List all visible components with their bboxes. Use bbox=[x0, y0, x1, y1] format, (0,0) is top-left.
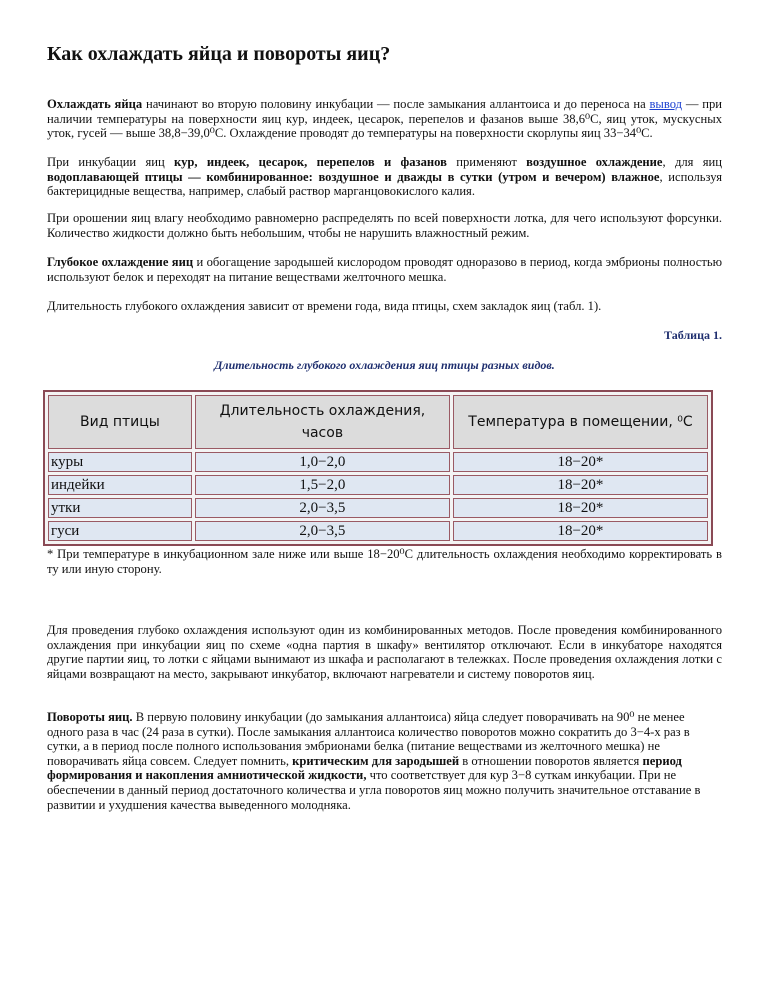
text: что соответствует для кур 3−8 суткам инкубации. При не обеспечении в данный период достаточного количества и угла поворотов яиц можно получить значительное отставание в развитии и ухудшения качества выведенного молодняка. bbox=[47, 768, 701, 812]
paragraph-cooling-types bbox=[47, 155, 722, 199]
table-row bbox=[48, 452, 708, 472]
cell: 1,5−2,0 bbox=[195, 475, 450, 495]
paragraph-combined-method: Для проведения глубоко охлаждения используют один из комбинированных методов. После проведения комбинированного охлаждения при инкубации яиц по схеме «одна партия в шкафу» вентилятор отключают. Если в инкубаторе находятся другие партии яиц, то лотки с яйцами вынимают из шкафа и располагают в тележках. После проведения охлаждения лотки с яйцами возвращают на место, закрывают инкубатор, включают нагреватели и систему поворотов яиц. bbox=[47, 623, 722, 681]
text: в отношении поворотов является bbox=[459, 753, 643, 768]
table-row bbox=[48, 521, 708, 541]
cell: 18−20* bbox=[453, 475, 708, 495]
bold-term: Охлаждать яйца bbox=[47, 97, 143, 111]
header-duration: Длительность охлаждения, часов bbox=[195, 395, 450, 449]
header-bird: Вид птицы bbox=[48, 395, 192, 449]
cell: 18−20* bbox=[453, 498, 708, 518]
bold-term: Глубокое охлаждение яиц bbox=[47, 255, 194, 269]
bold-term: критическим для зародышей bbox=[292, 753, 460, 768]
cell: куры bbox=[48, 452, 192, 472]
table-row bbox=[48, 498, 708, 518]
table-row bbox=[48, 475, 708, 495]
cell: 18−20* bbox=[453, 452, 708, 472]
footnote: * При температуре в инкубационном зале ниже или выше 18−20⁰С длительность охлаждения необходимо корректировать в ту или иную сторону. bbox=[47, 547, 722, 576]
cell: утки bbox=[48, 498, 192, 518]
text: , используя бактерицидные вещества, например, слабый раствор марганцовокислого калия. bbox=[47, 169, 722, 199]
text: применяют bbox=[446, 155, 527, 169]
text: и обогащение зародышей кислородом проводят одноразово в период, когда эмбрионы полностью используют белок и переходят на питание веществами желточного мешка. bbox=[47, 255, 722, 284]
link-vyvod[interactable]: вывод bbox=[649, 97, 683, 111]
paragraph-cooling-intro bbox=[47, 97, 722, 141]
paragraph-deep-cooling bbox=[47, 255, 722, 284]
text: — при наличии температуры на поверхности яиц кур, индеек, цесарок, перепелов и фазанов выше 38,6⁰С, яиц уток, мускусных уток, гусей — выше 38,8−39,0⁰С. Охлаждение проводят до температуры на поверхности скорлупы яиц 33−34⁰С. bbox=[47, 97, 723, 141]
bold-term: период формирования и накопления амниотической жидкости, bbox=[47, 753, 682, 783]
cell: 2,0−3,5 bbox=[195, 521, 450, 541]
cell: 2,0−3,5 bbox=[195, 498, 450, 518]
cell: 1,0−2,0 bbox=[195, 452, 450, 472]
cooling-table bbox=[43, 390, 713, 546]
table-label: Таблица 1. bbox=[664, 328, 722, 342]
bold-term: воздушное охлаждение bbox=[526, 155, 663, 169]
table-caption: Длительность глубокого охлаждения яиц птицы разных видов. bbox=[214, 358, 555, 372]
cell: индейки bbox=[48, 475, 192, 495]
page-title: Как охлаждать яйца и повороты яиц? bbox=[47, 43, 391, 65]
cell: 18−20* bbox=[453, 521, 708, 541]
text: , для яиц bbox=[662, 155, 722, 169]
paragraph-irrigation: При орошении яиц влагу необходимо равномерно распределять по всей поверхности лотка, для чего используют форсунки. Количество жидкости должно быть небольшим, чтобы не нарушить влажностный режим. bbox=[47, 211, 722, 240]
text: При инкубации яиц bbox=[47, 155, 175, 169]
text: начинают во вторую половину инкубации — после замыкания аллантоиса и до переноса на bbox=[142, 97, 650, 111]
paragraph-duration: Длительность глубокого охлаждения зависит от времени года, вида птицы, схем закладок яиц (табл. 1). bbox=[47, 299, 602, 313]
bold-term: кур, индеек, цесарок, перепелов и фазанов bbox=[174, 155, 447, 169]
text: В первую половину инкубации (до замыкания аллантоиса) яйца следует поворачивать на 90⁰ не менее одного раза в час (24 раза в сутки). После замыкания аллантоиса количество поворотов можно сократить до 3−4-х раз в сутки, а в период после полного использования эмбрионами белка (питание веществами из желточного мешка) не поворачивать яйца совсем. Следует помнить, bbox=[47, 710, 690, 768]
bold-term: водоплавающей птицы — комбинированное: воздушное и дважды в сутки (утром и вечером) влажное bbox=[47, 169, 660, 184]
bold-term: Повороты яиц. bbox=[47, 710, 133, 724]
table-header-row bbox=[48, 395, 708, 449]
header-temperature: Температура в помещении, ⁰С bbox=[453, 395, 708, 449]
cell: гуси bbox=[48, 521, 192, 541]
paragraph-egg-turning bbox=[47, 710, 722, 812]
